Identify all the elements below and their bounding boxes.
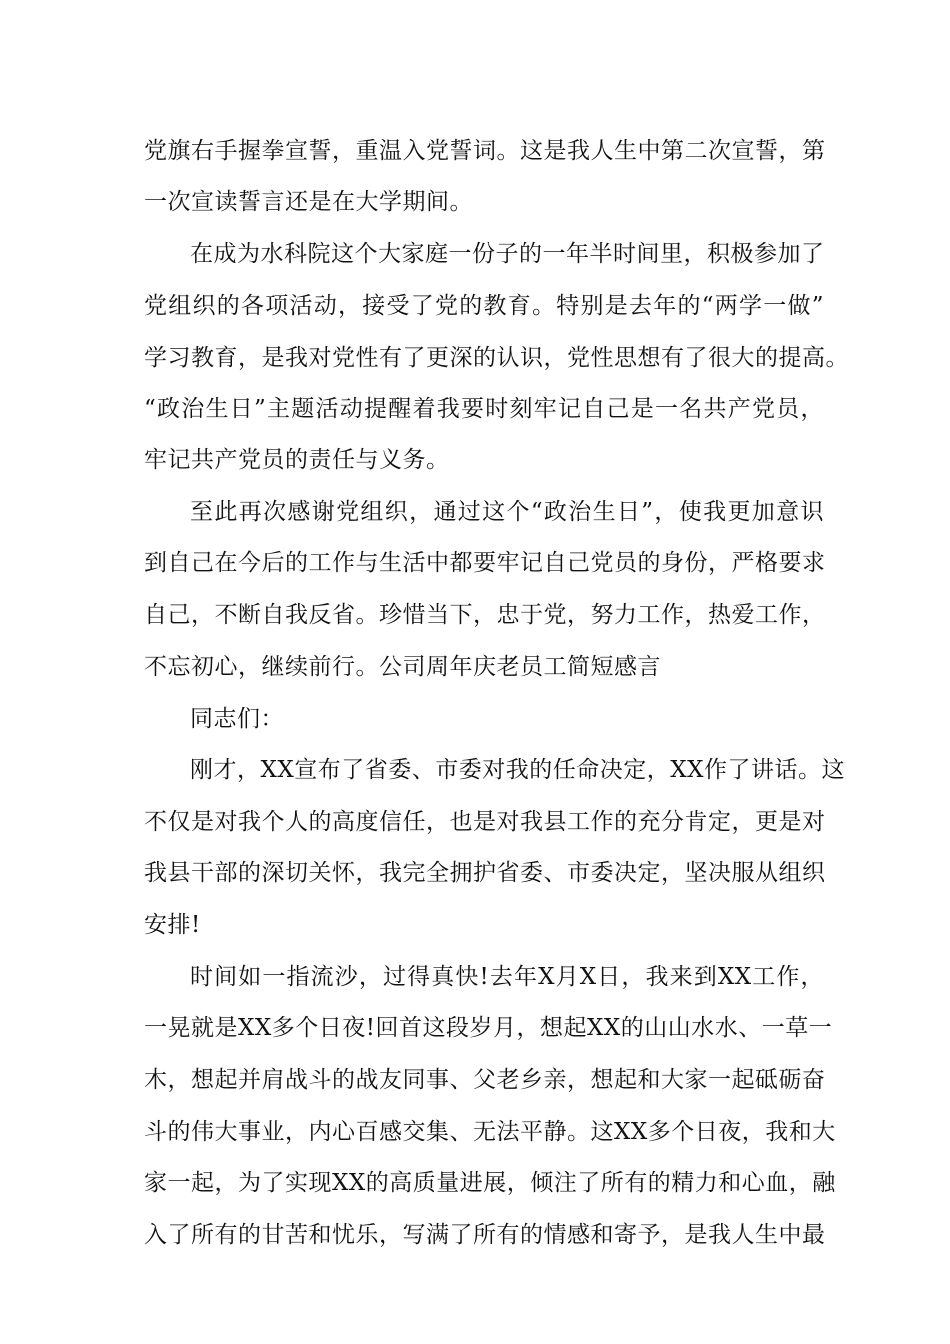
text-line: 家一起，为了实现XX的高质量进展，倾注了所有的精力和心血，融 [144,1170,836,1196]
text-line: 到自己在今后的工作与生活中都要牢记自己党员的身份，严格要求 [144,550,826,576]
text-line: 一晃就是XX多个日夜!回首这段岁月，想起XX的山山水水、一草一 [144,1015,833,1041]
text-line: 木，想起并肩战斗的战友同事、父老乡亲，想起和大家一起砥砺奋 [144,1067,826,1093]
text-line: 在成为水科院这个大家庭一份子的一年半时间里，积极参加了 [190,241,825,267]
text-line: 自己，不断自我反省。珍惜当下，忠于党，努力工作，热爱工作， [144,602,826,628]
text-line: 不仅是对我个人的高度信任，也是对我县工作的充分肯定，更是对 [144,809,826,835]
text-line: 牢记共产党员的责任与义务。 [144,447,450,473]
text-line: “政治生日”主题活动提醒着我要时刻牢记自己是一名共产党员， [144,396,824,422]
text-line: 入了所有的甘苦和忧乐，写满了所有的情感和寄予，是我人生中最 [144,1222,826,1248]
text-line: 一次宣读誓言还是在大学期间。 [144,189,473,215]
text-line: 我县干部的深切关怀，我完全拥护省委、市委决定，坚决服从组织 [144,860,826,886]
text-line: 安排! [144,912,201,938]
text-line: 刚才，XX宣布了省委、市委对我的任命决定，XX作了讲话。这 [190,757,845,783]
text-line: 至此再次感谢党组织，通过这个“政治生日”，使我更加意识 [190,499,824,525]
text-line: 学习教育，是我对党性有了更深的认识，党性思想有了很大的提高。 [144,345,849,371]
text-line: 党组织的各项活动，接受了党的教育。特别是去年的“两学一做” [144,293,824,319]
text-line: 党旗右手握拳宣誓，重温入党誓词。这是我人生中第二次宣誓，第 [144,138,826,164]
text-line: 斗的伟大事业，内心百感交集、无法平静。这XX多个日夜，我和大 [144,1119,836,1145]
text-line: 同志们： [190,706,284,732]
text-line: 不忘初心，继续前行。公司周年庆老员工简短感言 [144,654,661,680]
text-line: 时间如一指流沙，过得真快!去年X月X日，我来到XX工作， [190,964,824,990]
